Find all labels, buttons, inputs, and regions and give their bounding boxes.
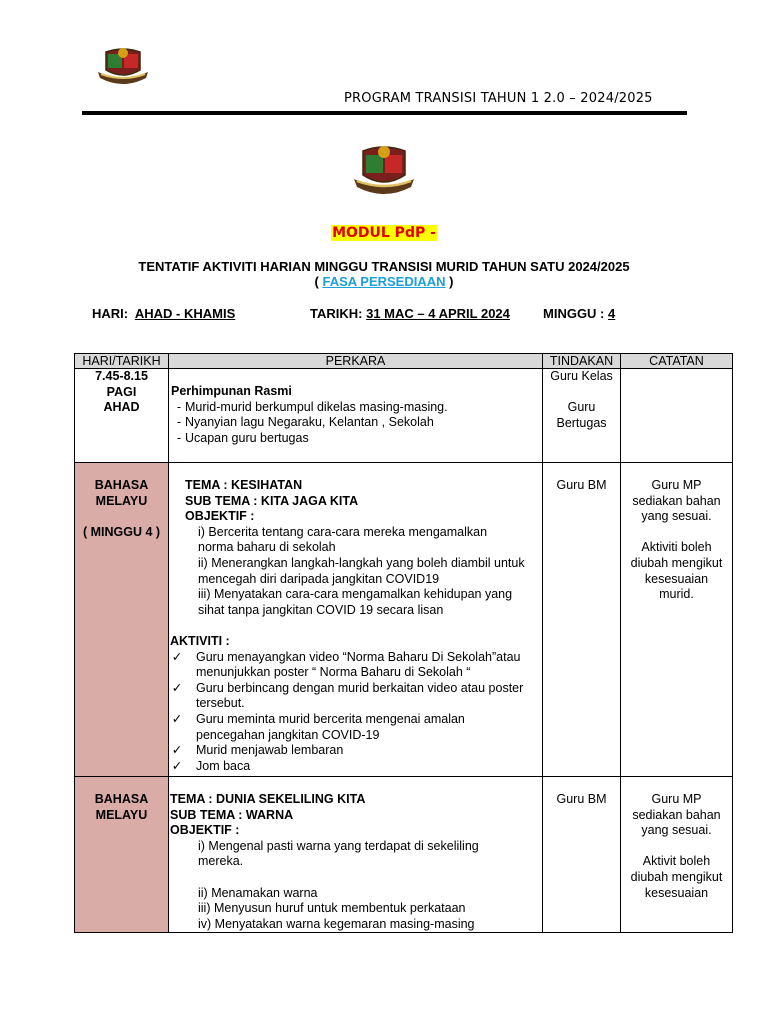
table-row [75, 463, 733, 777]
program-header: PROGRAM TRANSISI TAHUN 1 2.0 – 2024/2025 [344, 91, 653, 106]
list-item: ✓ Murid menjawab lembaran [171, 743, 344, 758]
list-item: ✓ Jom baca [171, 758, 251, 773]
col-header-hari: HARI/TARIKH [75, 354, 169, 369]
checkmark-icon: ✓ [171, 758, 183, 773]
aktiviti-list [170, 650, 542, 775]
perhimpunan-list [171, 400, 542, 447]
table-row [75, 777, 733, 933]
hari-info: HARI: AHAD - KHAMIS [92, 306, 236, 321]
table-row [75, 369, 733, 463]
tindakan-cell: Guru BM [543, 777, 621, 933]
catatan-cell: Guru MP sediakan bahan yang sesuai. Aktivit boleh diubah mengikut kesesuaian [621, 777, 733, 933]
list-item: - Murid-murid berkumpul dikelas masing-masing. [173, 400, 542, 416]
page-subtitle: ( FASA PERSEDIAAN ) [314, 274, 454, 289]
checkmark-icon: ✓ [171, 680, 183, 695]
school-crest-logo [94, 44, 152, 88]
subject-cell: BAHASA MELAYU ( MINGGU 4 ) [75, 463, 169, 777]
fasa-persediaan-link[interactable]: FASA PERSEDIAAN [322, 274, 446, 289]
checkmark-icon: ✓ [171, 743, 183, 758]
minggu-info: MINGGU : 4 [543, 306, 616, 321]
perkara-cell [169, 369, 543, 463]
checkmark-icon: ✓ [171, 649, 183, 664]
tindakan-cell: Guru Kelas Guru Bertugas [543, 369, 621, 463]
list-item: ✓ Guru meminta murid bercerita mengenai amalan pencegahan jangkitan COVID-19 [171, 711, 465, 742]
col-header-tindakan: TINDAKAN [543, 354, 621, 369]
schedule-table [74, 353, 733, 933]
header-rule [82, 111, 687, 115]
perhimpunan-heading: Perhimpunan Rasmi [171, 384, 292, 398]
list-item: - Nyanyian lagu Negaraku, Kelantan , Sekolah [173, 415, 542, 431]
list-item: ✓ Guru berbincang dengan murid berkaitan video atau poster tersebut. [171, 680, 524, 711]
tarikh-info: TARIKH: 31 MAC – 4 APRIL 2024 [310, 306, 510, 321]
catatan-cell [621, 369, 733, 463]
modul-label: MODUL PdP - [332, 225, 436, 241]
catatan-cell: Guru MP sediakan bahan yang sesuai. Aktiviti boleh diubah mengikut kesesuaian murid. [621, 463, 733, 777]
school-crest-logo [349, 141, 419, 199]
hari-cell: 7.45-8.15 PAGI AHAD [75, 369, 169, 463]
list-item: - Ucapan guru bertugas [173, 431, 542, 447]
table-header-row [75, 354, 733, 369]
subject-cell: BAHASA MELAYU [75, 777, 169, 933]
tindakan-cell: Guru BM [543, 463, 621, 777]
perkara-cell: TEMA : DUNIA SEKELILING KITA SUB TEMA : WARNA OBJEKTIF : i) Mengenal pasti warna yang terdapat di sekeliling mereka. ii) Menamakan warna iii) Menyusun huruf untuk membentuk perkataan iv) Menyatakan warna kegemaran masing-masing [169, 777, 543, 933]
list-item: ✓ Guru menayangkan video “Norma Baharu Di Sekolah”atau menunjukkan poster “ Norma Baharu di Sekolah “ [171, 649, 521, 680]
page-title: TENTATIF AKTIVITI HARIAN MINGGU TRANSISI MURID TAHUN SATU 2024/2025 [138, 259, 630, 274]
checkmark-icon: ✓ [171, 711, 183, 726]
col-header-catatan: CATATAN [621, 354, 733, 369]
perkara-cell: TEMA : KESIHATAN SUB TEMA : KITA JAGA KITA OBJEKTIF : i) Bercerita tentang cara-cara mereka mengamalkan norma baharu di sekolah ii) Menerangkan langkah-langkah yang boleh diambil untuk mencegah diri daripada jangkitan COVID19 iii) Menyatakan cara-cara mengamalkan kehidupan yang sihat tanpa jangkitan COVID 19 secara lisan AKTIVITI : ✓ Guru menayangkan video “Norma Baharu Di Sekolah”atau menunjukkan poster “ Norma Baharu di Sekolah “ ✓ Guru berbincang dengan murid berkaitan video atau poster tersebut. ✓ Guru meminta murid bercerita mengenai amalan pencegahan jangkitan COVID-19 ✓ Murid menjawab lembaran ✓ Jom baca [169, 463, 543, 777]
col-header-perkara: PERKARA [169, 354, 543, 369]
